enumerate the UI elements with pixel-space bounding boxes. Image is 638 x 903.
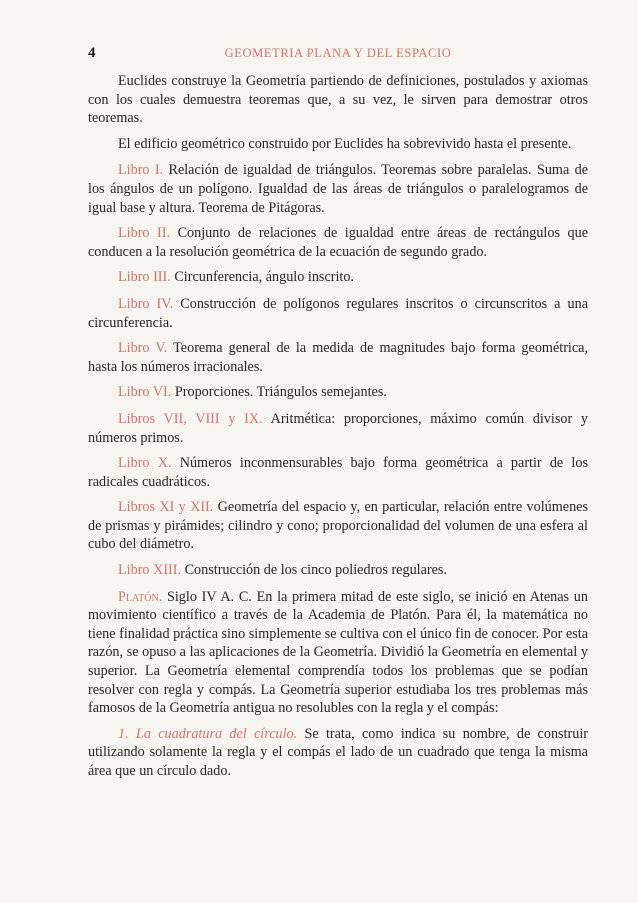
libro-label: Libro II.	[118, 225, 171, 242]
running-head: GEOMETRIA PLANA Y DEL ESPACIO	[224, 46, 452, 60]
libro-text: Aritmética: proporciones, máximo común divisor y números primos.	[88, 410, 588, 446]
libro-label: Libro I.	[118, 162, 164, 179]
libro-text: Construcción de los cinco poliedros regulares.	[181, 562, 447, 579]
libro-text: Conjunto de relaciones de igualdad entre áreas de rectángulos que conducen a la resolución geométrica de la ecuación de segundo grado.	[88, 225, 588, 260]
paragraph-text: Euclides construye la Geometría partiendo de definiciones, postulados y axiomas con los cuales demuestra teoremas que, a su vez, le sirven para demostrar otros teoremas.	[88, 73, 588, 127]
platon-text: Siglo IV A. C. En la primera mitad de este siglo, se inició en Atenas un movimiento científico a través de la Academia de Platón. Para él, la matemática no tiene finalidad práctica sino simplemente se cultiva con el único fin de conocer. Por esta razón, se opuso a las aplicaciones de la Geometría. Dividió la Geometría en elemental y superior. La Geometría elemental comprendía todos los problemas que se podían resolver con regla y compás. La Geometría superior estudiaba los tres problemas más famosos de la Geometría antigua no resolubles con la regla y el compás:	[88, 588, 588, 717]
libro-text: Construcción de polígonos regulares inscritos o circunscritos a una circunferencia.	[88, 295, 588, 331]
libro-label: Libro III.	[118, 269, 171, 286]
libro-3	[88, 268, 588, 287]
libros-11-12	[88, 498, 588, 554]
libro-text: Relación de igualdad de triángulos. Teoremas sobre paralelas. Suma de los ángulos de un polígono. Igualdad de las áreas de triángulos o paralelogramos de igual base y altura. Teorema de Pitágoras.	[88, 162, 588, 216]
libro-5	[88, 339, 588, 376]
libro-label: Libros XI y XII.	[118, 499, 214, 516]
page-number: 4	[88, 45, 96, 61]
page-header	[88, 45, 588, 65]
body-text	[88, 72, 588, 788]
libro-label: Libro X.	[118, 455, 172, 472]
paragraph-intro	[88, 72, 588, 128]
libro-4	[88, 295, 588, 332]
libro-label: Libro XIII.	[118, 562, 182, 579]
libro-2	[88, 224, 588, 261]
libros-7-8-9	[88, 410, 588, 447]
cuadratura-label: 1. La cuadratura del círculo.	[118, 725, 298, 742]
libro-6	[88, 383, 588, 402]
libro-text: Circunferencia, ángulo inscrito.	[170, 269, 354, 286]
paragraph-cuadratura	[88, 725, 588, 781]
paragraph-text: El edificio geométrico construido por Euclides ha sobrevivido hasta el presente.	[118, 135, 572, 152]
libro-label: Libro V.	[118, 340, 168, 357]
platon-label: Platón.	[118, 588, 163, 605]
libro-text: Números inconmensurables bajo forma geométrica a partir de los radicales cuadráticos.	[88, 455, 588, 490]
libro-label: Libro VI.	[118, 384, 172, 401]
libro-label: Libro IV.	[118, 295, 174, 312]
paragraph-platon	[88, 588, 588, 718]
cuadratura-text: Se trata, como indica su nombre, de construir utilizando solamente la regla y el compás el lado de un cuadrado que tenga la misma área que un círculo dado.	[88, 725, 588, 779]
libro-label: Libros VII, VIII y IX.	[118, 410, 263, 427]
paragraph-edificio	[88, 135, 588, 154]
libro-10	[88, 454, 588, 491]
libro-text: Teorema general de la medida de magnitudes bajo forma geométrica, hasta los números irracionales.	[88, 340, 589, 375]
libro-text: Geometría del espacio y, en particular, relación entre volúmenes de prismas y pirámides; cilindro y cono; proporcionalidad del volumen de una esfera al cubo del diámetro.	[88, 499, 588, 553]
libro-13	[88, 561, 588, 580]
libro-text: Proporciones. Triángulos semejantes.	[171, 384, 387, 401]
libro-1	[88, 161, 588, 217]
